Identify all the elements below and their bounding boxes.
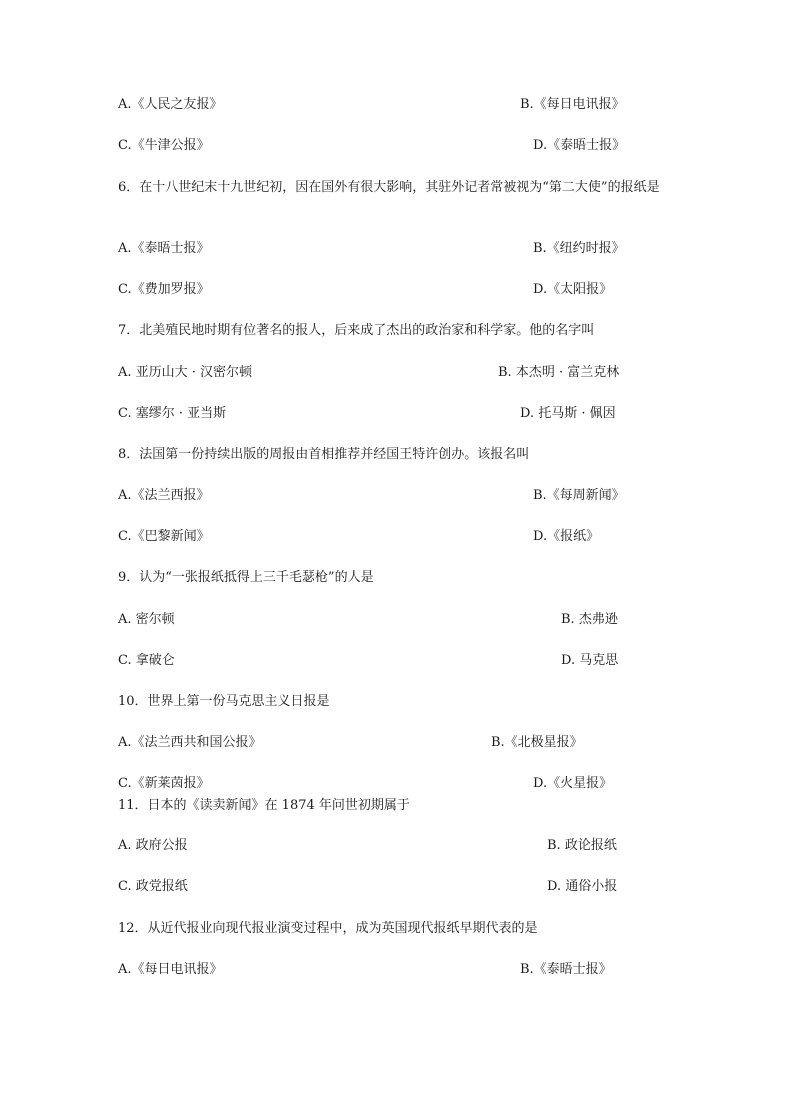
q8-option-c: C.《巴黎新闻》 <box>118 529 210 544</box>
q11-option-a: A. 政府公报 <box>118 838 188 853</box>
q10-stem: 10．世界上第一份马克思主义日报是 <box>118 694 330 709</box>
q7-option-d: D. 托马斯 · 佩因 <box>520 406 616 421</box>
q5-option-d: D.《泰晤士报》 <box>533 138 626 153</box>
q10-option-b: B.《北极星报》 <box>491 735 583 750</box>
q7-option-c: C. 塞缪尔 · 亚当斯 <box>118 406 227 421</box>
q12-stem: 12．从近代报业向现代报业演变过程中，成为英国现代报纸早期代表的是 <box>118 921 538 936</box>
q8-option-d: D.《报纸》 <box>533 529 600 544</box>
q9-option-c: C. 拿破仑 <box>118 653 175 668</box>
q6-option-c: C.《费加罗报》 <box>118 282 210 297</box>
q8-option-a: A.《法兰西报》 <box>118 488 210 503</box>
q7-option-a: A. 亚历山大 · 汉密尔顿 <box>118 365 253 380</box>
q5-option-a: A.《人民之友报》 <box>118 97 223 112</box>
q10-option-d: D.《火星报》 <box>533 776 613 791</box>
q7-option-b: B. 本杰明 · 富兰克林 <box>498 365 620 380</box>
q11-option-c: C. 政党报纸 <box>118 879 188 894</box>
q9-option-b: B. 杰弗逊 <box>561 612 618 627</box>
q11-option-b: B. 政论报纸 <box>547 838 617 853</box>
q6-option-b: B.《纽约时报》 <box>533 241 625 256</box>
q6-option-d: D.《太阳报》 <box>533 282 613 297</box>
q12-option-a: A.《每日电讯报》 <box>118 962 223 977</box>
q9-option-a: A. 密尔顿 <box>118 612 175 627</box>
q9-stem: 9．认为“一张报纸抵得上三千毛瑟枪”的人是 <box>118 570 374 585</box>
q5-option-b: B.《每日电讯报》 <box>520 97 625 112</box>
q11-stem: 11．日本的《读卖新闻》在 1874 年问世初期属于 <box>118 798 410 813</box>
q10-option-c: C.《新莱茵报》 <box>118 776 210 791</box>
q12-option-b: B.《泰晤士报》 <box>520 962 612 977</box>
q5-option-c: C.《牛津公报》 <box>118 138 210 153</box>
q9-option-d: D. 马克思 <box>561 653 619 668</box>
q6-option-a: A.《泰晤士报》 <box>118 241 210 256</box>
q8-stem: 8．法国第一份持续出版的周报由首相推荐并经国王特许创办。该报名叫 <box>118 447 530 462</box>
q6-stem: 6．在十八世纪末十九世纪初，因在国外有很大影响，其驻外记者常被视为“第二大使”的报纸是 <box>118 180 660 195</box>
q7-stem: 7．北美殖民地时期有位著名的报人，后来成了杰出的政治家和科学家。他的名字叫 <box>118 323 595 338</box>
q10-option-a: A.《法兰西共和国公报》 <box>118 735 262 750</box>
q8-option-b: B.《每周新闻》 <box>533 488 625 503</box>
q11-option-d: D. 通俗小报 <box>547 879 618 894</box>
